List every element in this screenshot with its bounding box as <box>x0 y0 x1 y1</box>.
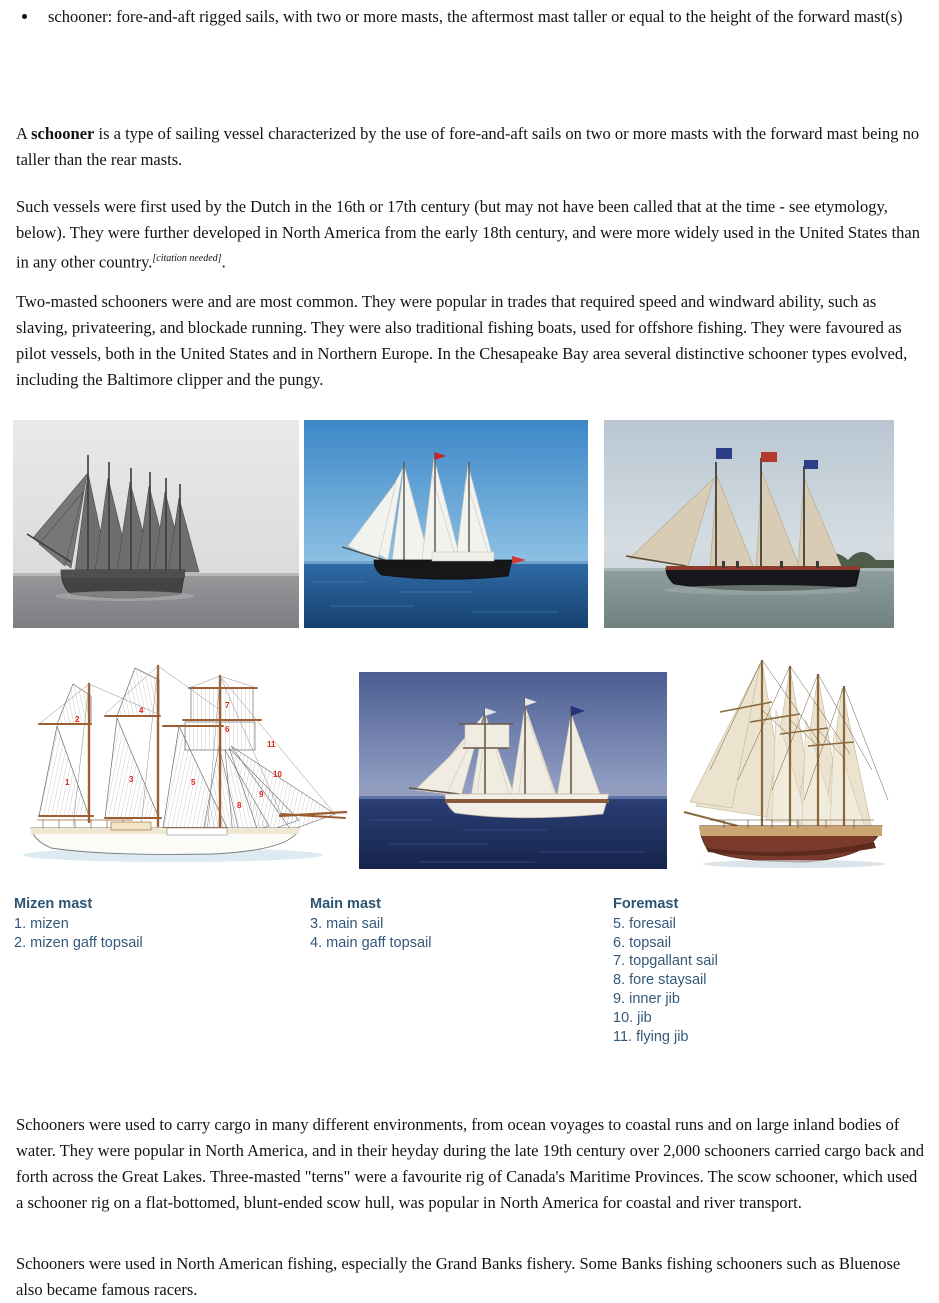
legend-item: 5. foresail <box>613 915 676 932</box>
schooner-model-illustration <box>676 650 939 878</box>
tan-sail-schooner-graphic <box>604 420 894 628</box>
legend-column-mizen-mast <box>14 895 143 952</box>
seven-masted-schooner-photo <box>13 420 299 628</box>
diagram-label-2: 2 <box>75 715 80 724</box>
diagram-label-11: 11 <box>267 740 276 749</box>
legend-heading: Mizen mast <box>14 896 93 912</box>
paragraph-cargo-use: Schooners were used to carry cargo in many different environments, from ocean voyages to coastal runs and on large inland bodies of water. They were popular in North America, and in their heyday during the late 19th century over 2,000 schooners carried cargo back and forth across the Great Lakes. Three-masted "terns" were a favourite rig of Canada's Maritime Provinces. The scow schooner, which used a schooner rig on a flat-bottomed, blunt-ended scow hull, was popular in North America for coastal and river transport. <box>16 1114 924 1212</box>
legend-column-main-mast <box>310 895 431 952</box>
definition-lead: A <box>16 123 32 143</box>
schooner-sail-plan-diagram <box>13 650 351 878</box>
definition-rest: is a type of sailing vessel characterized by the use of fore-and-aft sails on two or more masts with the forward mast being no taller than the rear masts. <box>16 123 920 169</box>
paragraph-two-masted: Two-masted schooners were and are most common. They were popular in trades that required speed and windward ability, such as slaving, privateering, and blockade running. They were also traditional fishing boats, used for offshore fishing. They were favoured as pilot vessels, both in the United States and in Northern Europe. In the Chesapeake Bay area several distinctive schooner types evolved, including the Baltimore clipper and the pungy. <box>16 291 908 389</box>
bullet-text: schooner: fore-and-aft rigged sails, with two or more masts, the aftermost mast taller or equal to the height of the forward mast(s) <box>48 7 903 26</box>
paragraph-fishing-use: Schooners were used in North American fishing, especially the Grand Banks fishery. Some Banks fishing schooners such as Bluenose also became famous racers. <box>16 1253 901 1299</box>
schooner-model-graphic <box>676 650 939 878</box>
legend-item: 11. flying jib <box>613 1028 689 1045</box>
sail-plan-graphic <box>13 650 351 878</box>
three-masted-white-schooner-photo <box>304 420 588 628</box>
diagram-label-3: 3 <box>129 775 134 784</box>
legend-heading: Foremast <box>613 896 679 912</box>
legend-item: 4. main gaff topsail <box>310 934 432 951</box>
topsail-schooner-graphic <box>359 672 667 869</box>
legend-item: 9. inner jib <box>613 990 680 1007</box>
legend-heading: Main mast <box>310 896 381 912</box>
definition-bullet-list <box>20 4 910 30</box>
legend-item: 8. fore staysail <box>613 972 707 989</box>
legend-item: 2. mizen gaff topsail <box>14 934 143 951</box>
legend-item: 3. main sail <box>310 915 384 932</box>
definition-bold-term: schooner <box>31 123 95 143</box>
citation-tail: . <box>221 252 226 271</box>
diagram-label-6: 6 <box>225 725 230 734</box>
citation-needed-marker[interactable]: [citation needed] <box>152 252 222 264</box>
diagram-label-4: 4 <box>139 706 144 715</box>
diagram-label-9: 9 <box>259 790 264 799</box>
diagram-label-1: 1 <box>65 778 70 787</box>
seven-masted-schooner-graphic <box>13 420 299 628</box>
diagram-label-8: 8 <box>237 801 242 810</box>
legend-item: 7. topgallant sail <box>613 953 718 970</box>
diagram-label-5: 5 <box>191 778 196 787</box>
diagram-label-7: 7 <box>225 701 230 710</box>
tan-sail-schooner-photo <box>604 420 894 628</box>
topsail-schooner-photo <box>359 672 667 869</box>
legend-column-foremast <box>613 895 718 1046</box>
paragraph-definition <box>16 121 924 173</box>
list-item <box>20 4 910 30</box>
three-masted-white-schooner-graphic <box>304 420 588 628</box>
bullet-dot-icon <box>22 14 27 19</box>
paragraph-dutch-origin <box>16 194 924 276</box>
legend-item: 10. jib <box>613 1009 652 1026</box>
dutch-origin-text: Such vessels were first used by the Dutch in the 16th or 17th century (but may not have been called that at the time - see etymology, below). They were further developed in North America from the early 18th century, and were more widely used in the United States than in any other country. <box>16 196 920 271</box>
diagram-label-10: 10 <box>273 770 282 779</box>
legend-item: 1. mizen <box>14 915 69 932</box>
legend-item: 6. topsail <box>613 934 672 951</box>
